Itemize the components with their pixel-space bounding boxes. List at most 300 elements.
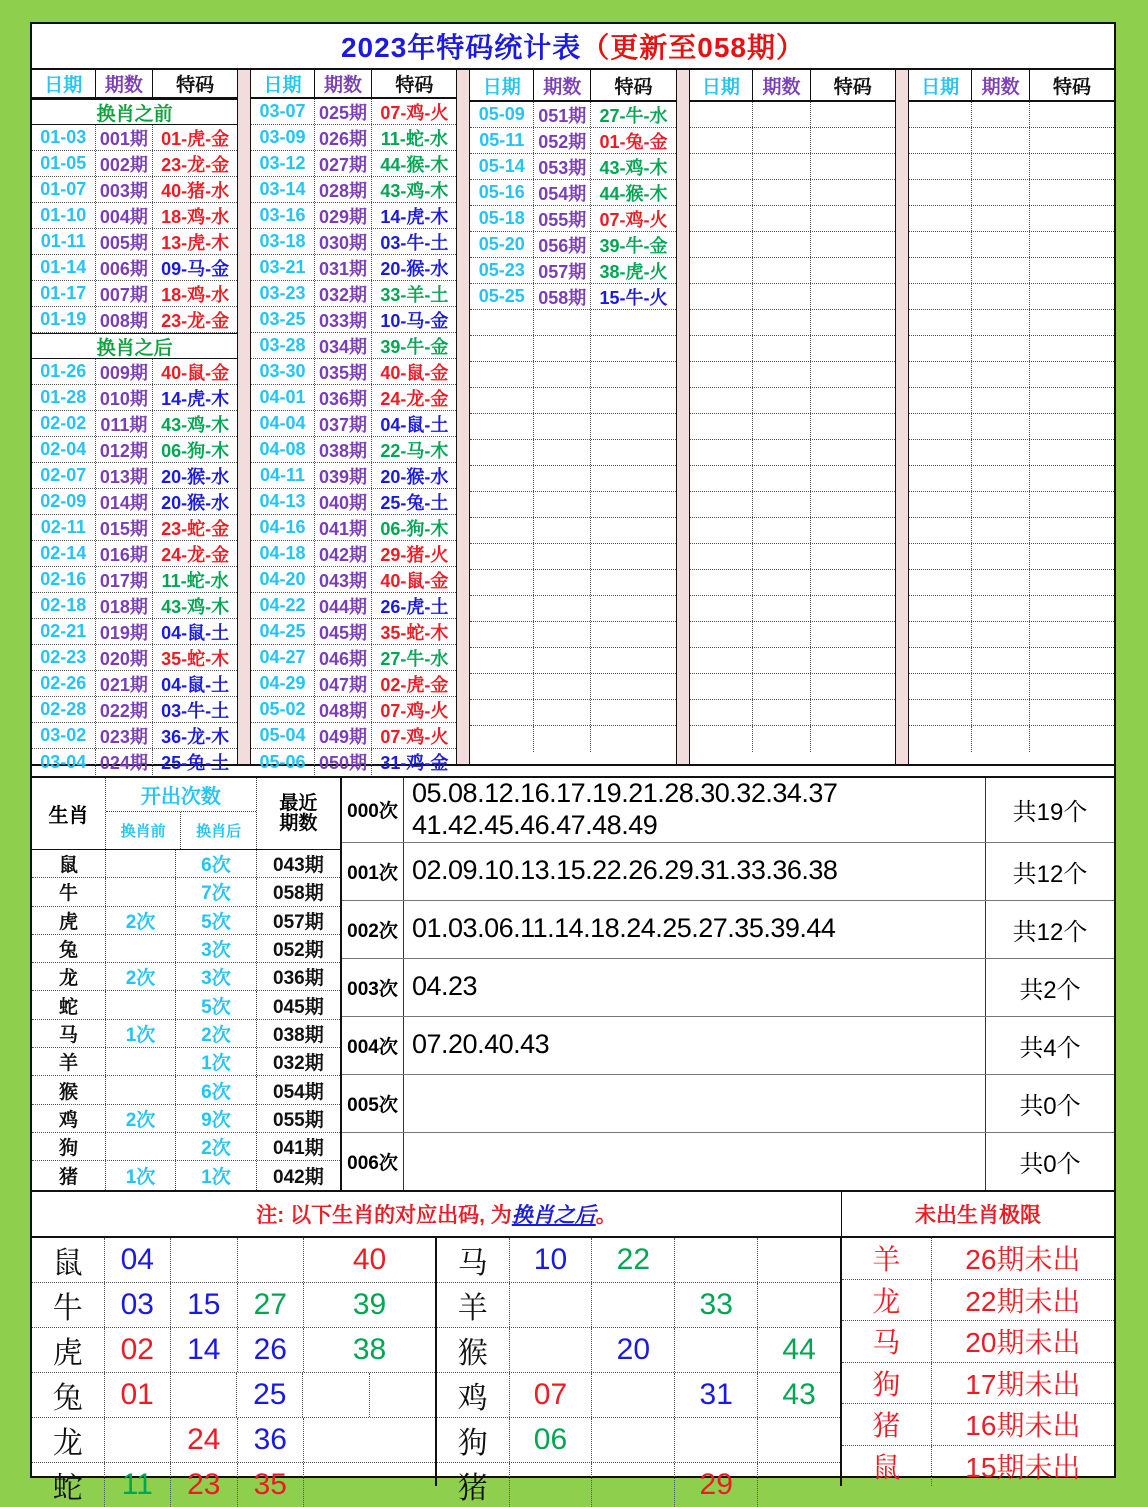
zodiac-header-name: 生肖 [32,778,106,849]
cell-issue: 044期 [315,593,372,618]
cell-code: 39-牛-金 [380,336,449,357]
cell-code: 14-虎-木 [380,206,449,227]
zodiac-grid-number: 31 [675,1373,758,1417]
zodiac-grid-row [437,1238,840,1283]
cell-code: 40-猪-水 [161,180,230,201]
table-row-empty [690,440,895,466]
table-row-empty [470,700,675,726]
cell-date: 02-04 [32,437,96,462]
cell-date: 05-14 [470,154,534,179]
cell-date: 02-28 [32,697,96,722]
header-date: 日期 [909,70,973,100]
frequency-row [342,778,1114,843]
zodiac-count-before: 2次 [106,1105,176,1132]
table-row-empty [690,466,895,492]
cell-issue: 052期 [534,128,591,153]
zodiac-grid-number [171,1373,237,1417]
table-row-empty [690,726,895,752]
cell-code: 26-虎-土 [380,596,449,617]
zodiac-grid-number [171,1238,238,1282]
table-row [251,177,456,203]
zodiac-recent-issue: 032期 [273,1053,324,1075]
table-row-empty [470,674,675,700]
table-row [32,463,237,489]
zodiac-recent-issue: 055期 [273,1109,324,1131]
cell-code: 44-猴-木 [380,154,449,175]
zodiac-recent-issue: 043期 [273,855,324,877]
cell-issue: 019期 [96,619,153,644]
header-issue: 期数 [96,70,153,97]
column-divider-3 [676,70,690,764]
zodiac-header-counts-title: 开出次数 [106,778,256,812]
cell-code: 20-猴-水 [161,492,230,513]
absence-duration: 16期未出 [965,1410,1081,1442]
cell-issue: 035期 [315,359,372,384]
zodiac-header-recent-line2: 期数 [279,812,318,834]
frequency-numbers [404,901,986,958]
zodiac-grid-number: 29 [675,1463,758,1507]
table-row [470,102,675,128]
zodiac-header-after: 换肖后 [196,823,242,840]
table-row [32,177,237,203]
cell-code: 24-龙-金 [161,544,230,565]
absence-zodiac-name: 鼠 [842,1446,932,1487]
zodiac-name: 蛇 [32,991,106,1018]
cell-code: 20-猴-水 [380,466,449,487]
table-row-empty [690,518,895,544]
cell-date: 02-26 [32,671,96,696]
cell-issue: 011期 [96,411,153,436]
cell-date: 01-26 [32,359,96,384]
zodiac-grid-number [758,1283,840,1327]
cell-date: 03-07 [251,99,315,124]
cell-date: 05-02 [251,697,315,722]
cell-code: 11-蛇-水 [161,570,229,591]
cell-code: 15-牛-火 [599,287,668,308]
frequency-label: 006次 [342,1133,404,1190]
table-row-empty [909,128,1114,154]
cell-code: 04-鼠-土 [380,414,449,435]
cell-code: 04-鼠-土 [161,622,230,643]
table-row [470,180,675,206]
table-row-empty [470,414,675,440]
cell-issue: 051期 [534,102,591,127]
table-row-empty [909,596,1114,622]
zodiac-grid-number [370,1373,435,1417]
cell-issue: 001期 [96,125,153,150]
cell-issue: 055期 [534,206,591,231]
zodiac-name: 虎 [32,907,106,934]
frequency-label: 000次 [342,778,404,842]
table-row-empty [470,362,675,388]
zodiac-stat-row [32,878,340,906]
cell-date: 01-07 [32,177,96,202]
zodiac-header-counts [106,778,257,849]
frequency-numbers-line: 05.08.12.16.17.19.21.28.30.32.34.37 [412,778,838,808]
cell-code: 25-兔-土 [380,492,449,513]
table-row-empty [690,284,895,310]
frequency-label: 005次 [342,1075,404,1132]
header-code: 特码 [833,76,872,98]
cell-code: 14-虎-木 [161,388,230,409]
zodiac-name: 马 [32,1020,106,1047]
table-row [251,125,456,151]
zodiac-grid-number: 33 [675,1283,758,1327]
records-column-4 [690,70,895,764]
cell-date: 02-02 [32,411,96,436]
zodiac-grid-name: 鸡 [437,1373,510,1417]
cell-issue: 017期 [96,567,153,592]
cell-code: 23-蛇-金 [161,518,230,539]
zodiac-count-after: 5次 [176,991,257,1018]
absence-duration: 22期未出 [965,1285,1081,1317]
cell-issue: 037期 [315,411,372,436]
cell-issue: 014期 [96,489,153,514]
column-divider-4 [895,70,909,764]
cell-code: 07-鸡-火 [380,102,449,123]
cell-issue: 018期 [96,593,153,618]
table-row-empty [909,544,1114,570]
cell-date: 03-04 [32,749,96,775]
zodiac-name: 猴 [32,1076,106,1103]
cell-issue: 039期 [315,463,372,488]
table-row [32,619,237,645]
zodiac-count-after: 3次 [176,935,257,962]
zodiac-grid-left [32,1238,437,1505]
zodiac-grid-row [32,1418,435,1463]
zodiac-grid-number [758,1463,840,1507]
frequency-row [342,1133,1114,1190]
zodiac-count-after: 1次 [176,1161,257,1189]
records-column-1 [32,70,237,773]
table-row-empty [690,544,895,570]
cell-issue: 026期 [315,125,372,150]
cell-code: 29-猪-火 [380,544,449,565]
zodiac-name: 鼠 [32,850,106,877]
frequency-total: 共0个 [1019,1150,1081,1178]
zodiac-header-recent-line1: 最近 [279,792,318,814]
cell-code: 31-鸡-金 [380,753,449,773]
header-issue: 期数 [534,70,591,100]
cell-date: 02-21 [32,619,96,644]
header-code: 特码 [1052,76,1091,98]
zodiac-grid-number: 36 [238,1418,305,1462]
cell-code: 03-牛-土 [161,700,230,721]
cell-code: 13-虎-木 [161,232,230,253]
header-date: 日期 [32,70,96,97]
table-row [470,232,675,258]
cell-issue: 023期 [96,723,153,748]
title-suffix: （更新至058期） [581,32,805,63]
cell-code: 20-猴-水 [380,258,449,279]
frequency-numbers [404,778,986,842]
table-row-empty [470,648,675,674]
table-row-empty [470,440,675,466]
table-row [470,258,675,284]
zodiac-grid-number: 07 [510,1373,593,1417]
cell-date: 02-14 [32,541,96,566]
table-row [32,411,237,437]
zodiac-header-recent [257,778,340,849]
table-row [251,593,456,619]
cell-issue: 025期 [315,99,372,124]
table-row [251,671,456,697]
cell-date: 03-23 [251,281,315,306]
cell-code: 07-鸡-火 [599,209,668,230]
zodiac-grid-name: 猴 [437,1328,510,1372]
zodiac-stat-row [32,935,340,963]
column-divider-1 [237,70,251,764]
zodiac-grid-number [592,1283,675,1327]
table-row-empty [690,570,895,596]
table-row-empty [909,284,1114,310]
zodiac-name: 猪 [32,1161,106,1189]
zodiac-grid-name: 狗 [437,1418,510,1462]
header-issue: 期数 [315,70,372,97]
table-row-empty [909,726,1114,752]
table-row [32,255,237,281]
cell-code: 23-龙-金 [161,310,230,331]
zodiac-grid-number [238,1238,305,1282]
cell-date: 05-16 [470,180,534,205]
cell-code: 18-鸡-水 [161,206,230,227]
cell-date: 02-07 [32,463,96,488]
cell-code: 24-龙-金 [380,388,449,409]
zodiac-stat-row [32,850,340,878]
cell-code: 40-鼠-金 [380,570,449,591]
zodiac-grid-number: 26 [238,1328,305,1372]
table-row-empty [909,206,1114,232]
frequency-numbers [404,1133,986,1190]
zodiac-grid-name: 猪 [437,1463,510,1507]
cell-code: 07-鸡-火 [380,700,449,721]
statistics-sheet [30,22,1116,1505]
note-suffix: 。 [595,1204,617,1227]
table-row-empty [690,258,895,284]
cell-code: 01-虎-金 [161,128,230,149]
cell-issue: 007期 [96,281,153,306]
header-code: 特码 [395,75,434,96]
cell-date: 01-14 [32,255,96,280]
table-row-empty [909,362,1114,388]
zodiac-grid-number: 14 [171,1328,238,1372]
table-row [32,749,237,775]
table-row-empty [909,414,1114,440]
table-row [251,515,456,541]
records-header-2 [251,70,456,99]
zodiac-recent-issue: 038期 [273,1024,324,1046]
frequency-label: 001次 [342,843,404,900]
cell-code: 38-虎-火 [599,261,668,282]
cell-code: 27-牛-水 [380,648,449,669]
table-row-empty [690,154,895,180]
zodiac-grid-number [675,1238,758,1282]
cell-code: 43-鸡-木 [161,414,230,435]
zodiac-count-after: 1次 [176,1048,257,1075]
cell-date: 04-27 [251,645,315,670]
table-row [470,154,675,180]
zodiac-grid-row [437,1463,840,1507]
table-row [251,411,456,437]
frequency-numbers-line: 41.42.45.46.47.48.49 [412,809,658,840]
cell-date: 04-08 [251,437,315,462]
records-column-3 [470,70,675,764]
zodiac-grid-row [32,1373,435,1418]
cell-date: 01-10 [32,203,96,228]
zodiac-grid-number: 23 [171,1463,238,1507]
zodiac-count-after: 6次 [176,1076,257,1103]
zodiac-grid-number [592,1418,675,1462]
zodiac-grid-number [105,1418,172,1462]
frequency-label: 002次 [342,901,404,958]
zodiac-recent-issue: 052期 [273,940,324,962]
absence-zodiac-name: 羊 [842,1238,932,1279]
cell-date: 01-11 [32,229,96,254]
zodiac-grid-name: 鼠 [32,1238,105,1282]
zodiac-count-before [106,1048,176,1075]
zodiac-absence-limits [842,1238,1114,1486]
cell-issue: 024期 [96,749,153,775]
table-row [32,489,237,515]
zodiac-grid-number: 24 [171,1418,238,1462]
table-row-empty [690,206,895,232]
table-row-empty [909,336,1114,362]
records-header-4 [690,70,895,102]
zodiac-name: 狗 [32,1133,106,1160]
cell-issue: 058期 [534,284,591,309]
zodiac-grid-number: 02 [105,1328,172,1372]
zodiac-count-before [106,1133,176,1160]
table-row-empty [909,648,1114,674]
column-divider-2 [456,70,470,764]
header-code: 特码 [176,75,215,96]
zodiac-grid-number: 10 [510,1238,593,1282]
cell-issue: 033期 [315,307,372,332]
zodiac-stat-row [32,1020,340,1048]
zodiac-grid-number: 15 [171,1283,238,1327]
cell-issue: 015期 [96,515,153,540]
cell-date: 03-30 [251,359,315,384]
cell-date: 02-23 [32,645,96,670]
zodiac-name: 龙 [32,963,106,990]
zodiac-stat-row [32,991,340,1019]
zodiac-name: 牛 [32,878,106,905]
zodiac-grid-number: 40 [352,1243,387,1276]
zodiac-header-before: 换肖前 [106,812,181,849]
absence-limit-row [842,1280,1114,1322]
cell-issue: 056期 [534,232,591,257]
table-row-empty [690,700,895,726]
cell-code: 27-牛-水 [599,105,668,126]
table-row-empty [909,180,1114,206]
section-separator: 换肖之前 [32,99,237,125]
zodiac-stat-row [32,963,340,991]
absence-duration: 17期未出 [965,1368,1081,1400]
zodiac-grid-number: 22 [592,1238,675,1282]
header-date: 日期 [690,70,754,100]
zodiac-count-before [106,991,176,1018]
table-row-empty [690,128,895,154]
cell-issue: 005期 [96,229,153,254]
table-row [32,281,237,307]
cell-issue: 045期 [315,619,372,644]
frequency-total: 共12个 [1012,918,1088,946]
table-row [251,619,456,645]
table-row-empty [909,674,1114,700]
absence-limit-row [842,1446,1114,1487]
table-row [251,749,456,775]
table-row-empty [470,544,675,570]
zodiac-stat-row [32,907,340,935]
cell-issue: 003期 [96,177,153,202]
cell-date: 03-21 [251,255,315,280]
zodiac-count-before [106,1076,176,1103]
table-row-empty [470,310,675,336]
table-row [251,385,456,411]
header-code: 特码 [614,76,653,98]
absence-duration: 26期未出 [965,1244,1081,1276]
cell-issue: 029期 [315,203,372,228]
zodiac-grid-number: 27 [238,1283,305,1327]
statistics-section [32,778,1114,1190]
cell-issue: 038期 [315,437,372,462]
cell-code: 33-羊-土 [380,284,449,305]
zodiac-grid-number: 43 [782,1378,816,1411]
table-row [32,567,237,593]
zodiac-recent-issue: 045期 [273,996,324,1018]
table-row-empty [470,622,675,648]
header-issue: 期数 [753,70,810,100]
table-row-empty [909,232,1114,258]
cell-date: 05-23 [470,258,534,283]
zodiac-grid-number: 03 [105,1283,172,1327]
absence-duration: 15期未出 [965,1451,1081,1483]
table-row [251,437,456,463]
cell-date: 04-18 [251,541,315,566]
cell-code: 43-鸡-木 [380,180,449,201]
table-row [32,125,237,151]
table-row-empty [470,518,675,544]
table-row [32,697,237,723]
page-title [341,26,805,66]
zodiac-name: 兔 [32,935,106,962]
table-row [32,541,237,567]
cell-issue: 012期 [96,437,153,462]
frequency-row [342,959,1114,1017]
records-column-5 [909,70,1114,764]
frequency-label: 003次 [342,959,404,1016]
cell-issue: 054期 [534,180,591,205]
cell-code: 03-牛-土 [380,232,449,253]
zodiac-count-before [106,850,176,877]
zodiac-recent-issue: 057期 [273,911,324,933]
number-frequency-table [342,778,1114,1190]
table-row-empty [690,648,895,674]
cell-code: 22-马-木 [380,440,449,461]
cell-issue: 048期 [315,697,372,722]
cell-date: 03-02 [32,723,96,748]
cell-issue: 031期 [315,255,372,280]
section-separator: 换肖之后 [32,333,237,359]
note-bar [32,1190,1114,1238]
cell-date: 03-09 [251,125,315,150]
frequency-row [342,1075,1114,1133]
zodiac-recent-issue: 042期 [273,1166,324,1188]
table-row-empty [909,466,1114,492]
cell-date: 01-28 [32,385,96,410]
zodiac-grid-number [303,1373,369,1417]
zodiac-grid-number: 06 [510,1418,593,1462]
